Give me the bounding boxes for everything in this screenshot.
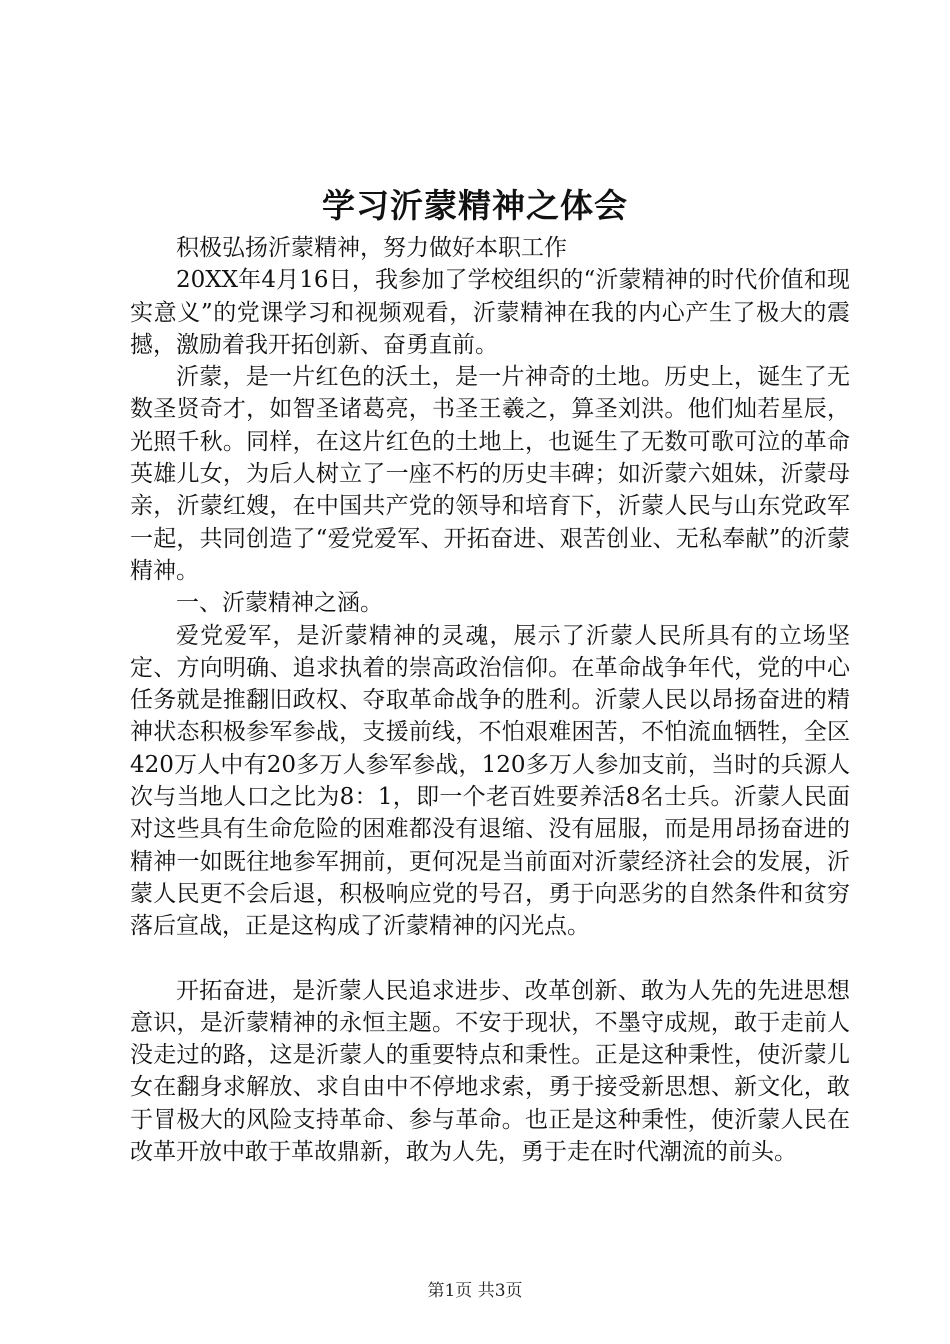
- section-heading: 一、沂蒙精神之涵。: [176, 590, 383, 617]
- subtitle-paragraph: 积极弘扬沂蒙精神，努力做好本职工作: [176, 235, 567, 261]
- body-paragraph: 20XX年4月16日，我参加了学校组织的“沂蒙精神的时代价值和现实意义”的党课学习和视频观看，沂蒙精神在我的内心产生了极大的震撼，激励着我开拓创新、奋勇直前。: [130, 267, 850, 358]
- body-paragraph: 开拓奋进，是沂蒙人民追求进步、改革创新、敢为人先的先进思想意识，是沂蒙精神的永恒主题。不安于现状，不墨守成规，敢于走前人没走过的路，这是沂蒙人的重要特点和秉性。正是这种秉性，使沂蒙儿女在翻身求解放、求自由中不停地求索，勇于接受新思想、新文化，敢于冒极大的风险支持革命、参与革命。也正是这种秉性，使沂蒙人民在改革开放中敢于革故鼎新，敢为人先，勇于走在时代潮流的前头。: [130, 977, 850, 1166]
- body-paragraph: 爱党爱军，是沂蒙精神的灵魂，展示了沂蒙人民所具有的立场坚定、方向明确、追求执着的崇高政治信仰。在革命战争年代，党的中心任务就是推翻旧政权、夺取革命战争的胜利。沂蒙人民以昂扬奋进的精神状态积极参军参战，支援前线，不怕艰难困苦，不怕流血牺牲，全区420万人中有20多万人参军参战，120多万人参加支前，当时的兵源人次与当地人口之比为8：1，即一个老百姓要养活8名士兵。沂蒙人民面对这些具有生命危险的困难都没有退缩、没有屈服，而是用昂扬奋进的精神一如既往地参军拥前，更何况是当前面对沂蒙经济社会的发展，沂蒙人民更不会后退，积极响应党的号召，勇于向恶劣的自然条件和贫穷落后宣战，正是这构成了沂蒙精神的闪光点。: [130, 622, 850, 940]
- document-title: 学习沂蒙精神之体会: [322, 186, 628, 225]
- body-paragraph: 沂蒙，是一片红色的沃土，是一片神奇的土地。历史上，诞生了无数圣贤奇才，如智圣诸葛亮，书圣王羲之，算圣刘洪。他们灿若星辰，光照千秋。同样，在这片红色的土地上，也诞生了无数可歌可泣的革命英雄儿女，为后人树立了一座不朽的历史丰碑；如沂蒙六姐妹，沂蒙母亲，沂蒙红嫂，在中国共产党的领导和培育下，沂蒙人民与山东党政军一起，共同创造了“爱党爱军、开拓奋进、艰苦创业、无私奉献”的沂蒙精神。: [130, 364, 850, 584]
- document-body: [130, 232, 850, 1168]
- page-number: 第1页 共3页: [427, 1281, 523, 1301]
